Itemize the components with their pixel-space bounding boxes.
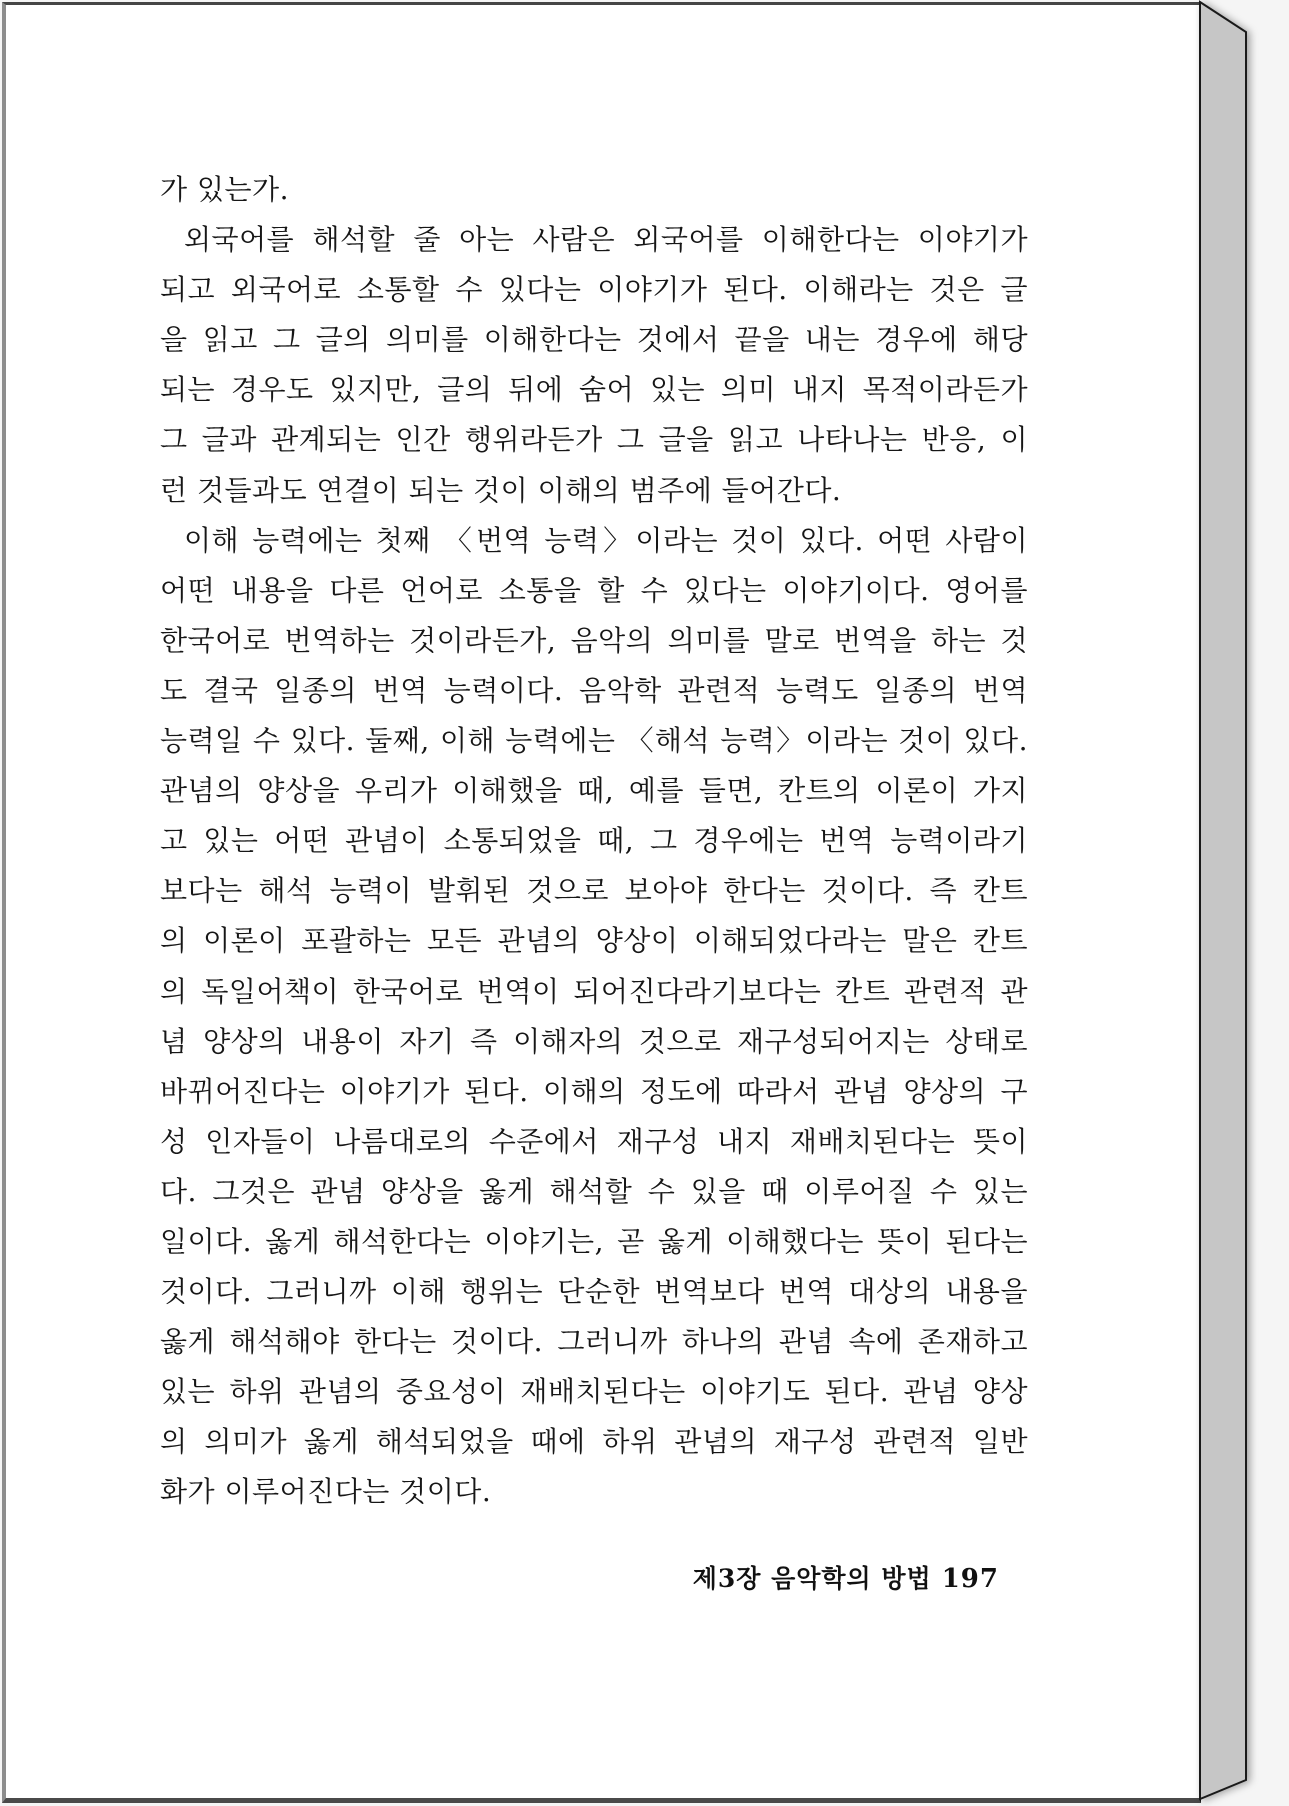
text-line: 되고 외국어로 소통할 수 있다는 이야기가 된다. 이해라는 것은 글 xyxy=(160,273,1028,307)
text-line: 성 인자들이 나름대로의 수준에서 재구성 내지 재배치된다는 뜻이 xyxy=(160,1124,1028,1158)
text-line: 관념의 양상을 우리가 이해했을 때, 예를 들면, 칸트의 이론이 가지 xyxy=(160,774,1028,808)
text-line: 가 있는가. xyxy=(160,173,289,206)
text-line: 외국어를 해석할 줄 아는 사람은 외국어를 이해한다는 이야기가 xyxy=(184,223,1028,257)
text-line: 한국어로 번역하는 것이라든가, 음악의 의미를 말로 번역을 하는 것 xyxy=(160,623,1028,657)
text-line: 바뀌어진다는 이야기가 된다. 이해의 정도에 따라서 관념 양상의 구 xyxy=(160,1074,1028,1108)
text-line: 보다는 해석 능력이 발휘된 것으로 보아야 한다는 것이다. 즉 칸트 xyxy=(160,874,1028,908)
text-line: 런 것들과도 연결이 되는 것이 이해의 범주에 들어간다. xyxy=(160,473,842,507)
text-line: 의 독일어책이 한국어로 번역이 되어진다라기보다는 칸트 관련적 관 xyxy=(160,974,1028,1008)
text-line: 의 의미가 옳게 해석되었을 때에 하위 관념의 재구성 관련적 일반 xyxy=(160,1425,1028,1459)
text-line: 그 글과 관계되는 인간 행위라든가 그 글을 읽고 나타나는 반응, 이 xyxy=(160,423,1028,457)
text-line: 되는 경우도 있지만, 글의 뒤에 숨어 있는 의미 내지 목적이라든가 xyxy=(160,373,1028,407)
book-fore-edge xyxy=(1199,0,1261,1806)
text-line: 화가 이루어진다는 것이다. xyxy=(160,1475,492,1509)
text-line: 의 이론이 포괄하는 모든 관념의 양상이 이해되었다라는 말은 칸트 xyxy=(160,924,1028,958)
text-line: 옳게 해석해야 한다는 것이다. 그러니까 하나의 관념 속에 존재하고 xyxy=(160,1325,1028,1359)
book-page xyxy=(2,2,1201,1803)
text-line: 도 결국 일종의 번역 능력이다. 음악학 관련적 능력도 일종의 번역 xyxy=(160,673,1028,707)
page-text xyxy=(160,165,1028,1518)
text-line: 일이다. 옳게 해석한다는 이야기는, 곧 옳게 이해했다는 뜻이 된다는 xyxy=(160,1224,1028,1258)
text-line: 능력일 수 있다. 둘째, 이해 능력에는 〈해석 능력〉이라는 것이 있다. xyxy=(160,724,1028,758)
text-line: 념 양상의 내용이 자기 즉 이해자의 것으로 재구성되어지는 상태로 xyxy=(160,1024,1028,1058)
page-footer xyxy=(693,1559,999,1595)
fore-edge-shape xyxy=(1200,2,1246,1799)
text-line: 있는 하위 관념의 중요성이 재배치된다는 이야기도 된다. 관념 양상 xyxy=(160,1375,1028,1409)
text-line: 다. 그것은 관념 양상을 옳게 해석할 수 있을 때 이루어질 수 있는 xyxy=(160,1174,1028,1208)
footer-page-number: 197 xyxy=(941,1564,999,1594)
text-line: 을 읽고 그 글의 의미를 이해한다는 것에서 끝을 내는 경우에 해당 xyxy=(160,323,1028,357)
footer-chapter: 제3장 음악학의 방법 xyxy=(692,1564,932,1593)
text-line: 고 있는 어떤 관념이 소통되었을 때, 그 경우에는 번역 능력이라기 xyxy=(160,824,1028,858)
text-line: 것이다. 그러니까 이해 행위는 단순한 번역보다 번역 대상의 내용을 xyxy=(160,1275,1028,1309)
text-line: 이해 능력에는 첫째 〈번역 능력〉이라는 것이 있다. 어떤 사람이 xyxy=(184,523,1028,557)
text-line: 어떤 내용을 다른 언어로 소통을 할 수 있다는 이야기이다. 영어를 xyxy=(160,573,1028,607)
